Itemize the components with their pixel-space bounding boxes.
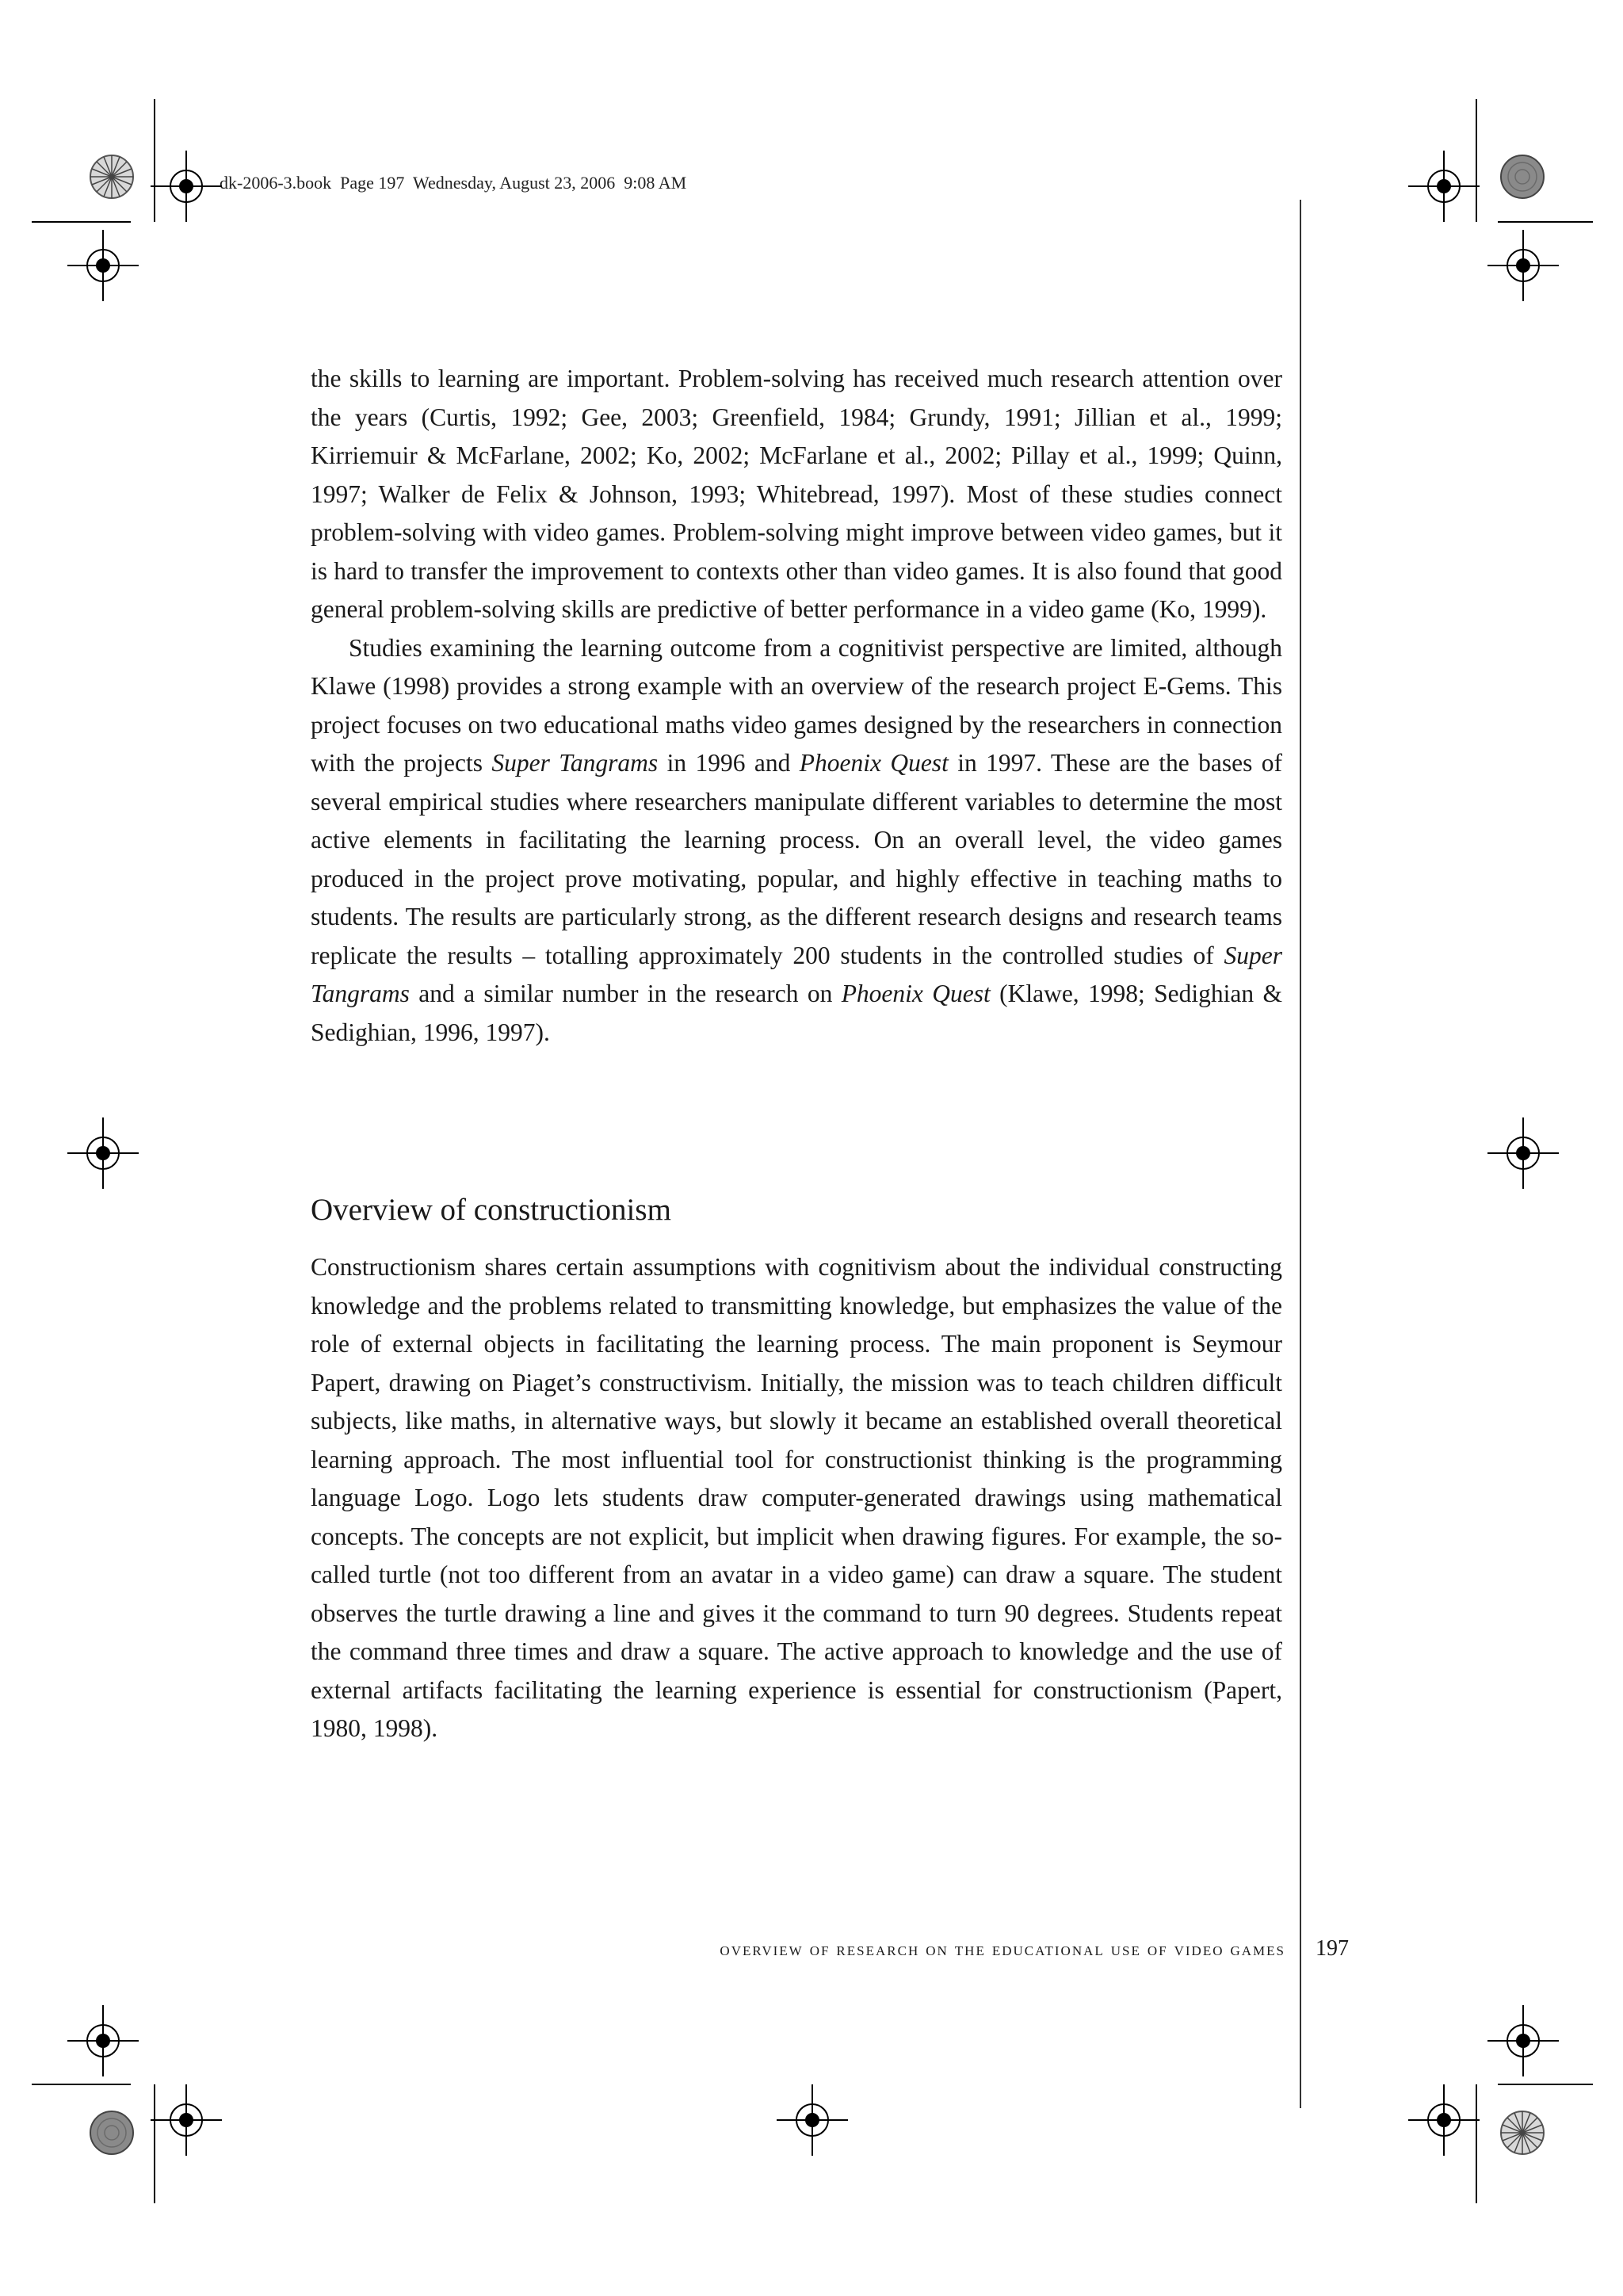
paragraph-problem-solving: the skills to learning are important. Problem-solving has received much research attention over the years (Curtis, 1992; Gee, 2003; Greenfield, 1984; Grundy, 1991; Jillian et al., 1999; Kirriemuir & McFarlane, 2002; Ko, 2002; McFarlane et al., 2002; Pillay et al., 1999; Quinn, 1997; Walker de Felix & Johnson, 1993; Whitebread, 1997). Most of these studies connect problem-solving with video games. Problem-solving might improve between video games, but it is hard to transfer the improvement to contexts other than video games. It is also found that good general problem-solving skills are predictive of better performance in a video game (Ko, 1999). [311, 365, 1282, 623]
gray-target-icon [1499, 154, 1545, 200]
gray-target-icon [89, 2110, 135, 2156]
paragraph-e-gems: Studies examining the learning outcome from a cognitivist perspective are limited, although Klawe (1998) provides a strong example with an overview of the research project E-Gems. This project focuses on two educational maths video games designed by the researchers in connection with the projects Super Tangrams in 1996 and Phoenix Quest in 1997. These are the bases of several empirical studies where researchers manipulate different variables to determine the most active elements in facilitating the learning process. On an overall level, the video games produced in the project prove motivating, popular, and highly effective in teaching maths to students. The results are particularly strong, as the different research designs and research teams replicate the results – totalling approximately 200 students in the controlled studies of Super Tangrams and a similar number in the research on Phoenix Quest (Klawe, 1998; Sedighian & Sedighian, 1996, 1997). [311, 633, 1283, 1046]
starburst-target-icon [89, 154, 135, 200]
slug-line: dk-2006-3.book Page 197 Wednesday, August 23, 2006 9:08 AM [220, 173, 687, 193]
section-heading: Overview of constructionism [311, 1193, 671, 1227]
body-text-section [311, 1248, 1282, 1748]
running-foot: overview of research on the educational use of video games [720, 1939, 1285, 1960]
body-text-top [311, 360, 1282, 1052]
starburst-target-icon [1499, 2110, 1545, 2156]
paragraph-constructionism: Constructionism shares certain assumptions with cognitivism about the individual constructing knowledge and the problems related to transmitting knowledge, but emphasizes the value of the role of external objects in facilitating the learning process. The main proponent is Seymour Papert, drawing on Piaget’s constructivism. Initially, the mission was to teach children difficult subjects, like maths, in alternative ways, but slowly it became an established overall theoretical learning approach. The most influential tool for constructionist thinking is the programming language Logo. Logo lets students draw computer-generated drawings using mathematical concepts. The concepts are not explicit, but implicit when drawing figures. For example, the so-called turtle (not too different from an avatar in a video game) can draw a square. The student observes the turtle drawing a line and gives it the command to turn 90 degrees. Students repeat the command three times and draw a square. The active approach to knowledge and the use of external artifacts facilitating the learning experience is essential for constructionism (Papert, 1980, 1998). [311, 1253, 1282, 1742]
page-number: 197 [1316, 1936, 1349, 1961]
